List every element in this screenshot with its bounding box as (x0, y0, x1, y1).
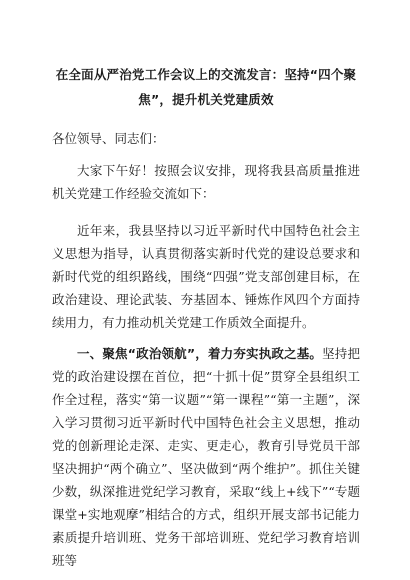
section-1-heading: 一、聚焦“政治领航”，着力夯实执政之基。 (77, 346, 323, 361)
salutation: 各位领导、同志们： (52, 131, 165, 146)
section-1-paragraph (52, 342, 360, 572)
opening-paragraph: 大家下午好！按照会议安排，现将我县高质量推进机关党建工作经验交流如下： (52, 163, 360, 201)
intro-paragraph: 近年来，我县坚持以习近平新时代中国特色社会主义思想为指导，认真贯彻落实新时代党的建设总要求和新时代党的组织路线，围绕“四强”党支部创建目标，在政治建设、理论武装、夯基固本、锤炼作风四个方面持续用力，有力推动机关党建工作质效全面提升。 (52, 223, 360, 330)
section-1-body: 坚持把党的政治建设摆在首位，把“十抓十促”贯穿全县组织工作全过程，落实“第一议题”“第一课程”“第一主题”，深入学习贯彻习近平新时代中国特色社会主义思想，推动党的创新理论走深、走实、更走心，教育引导党员干部坚决拥护“两个确立”、坚决做到“两个维护”。抓住关键少数，纵深推进党纪学习教育，采取“线上+线下”“专题课堂+实地观摩”相结合的方式，组织开展支部书记能力素质提升培训班、党务干部培训班、党纪学习教育培训班等 (52, 346, 360, 568)
document-title: 在全面从严治党工作会议上的交流发言：坚持“四个聚焦”，提升机关党建质效 (55, 67, 357, 107)
